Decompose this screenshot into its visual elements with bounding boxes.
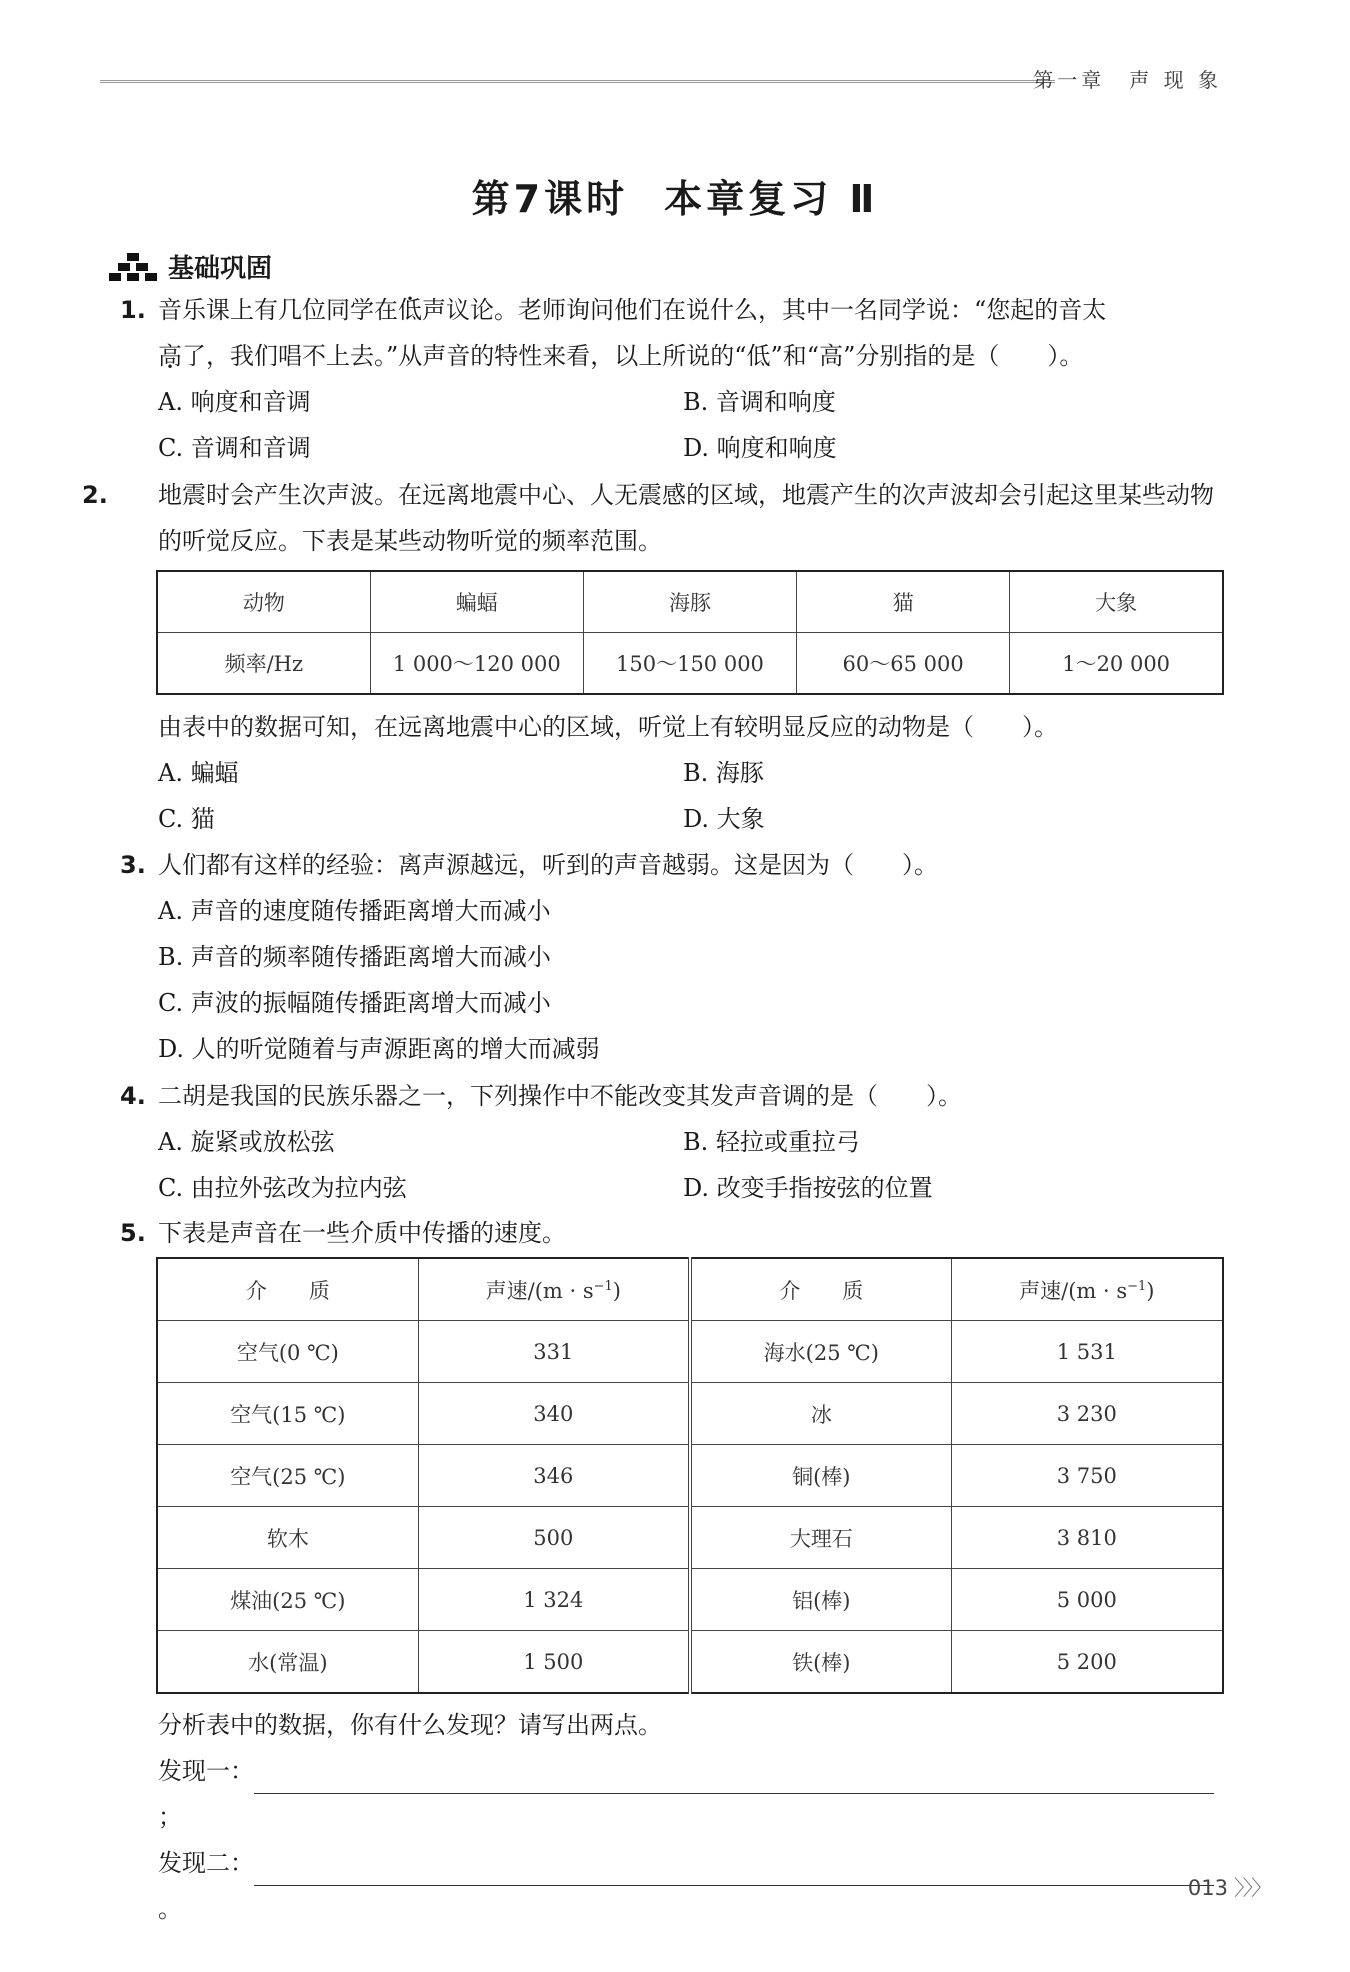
table-cell: 铁(棒) (690, 1631, 951, 1694)
table-cell: 340 (418, 1383, 690, 1445)
finding-1-end: ； (158, 1803, 182, 1831)
table-cell: 5 200 (951, 1631, 1223, 1694)
table-cell: 3 230 (951, 1383, 1223, 1445)
answer-blank-2[interactable] (254, 1855, 1214, 1886)
option-a[interactable]: A. 响度和音调 (158, 388, 311, 416)
table-cell: 1 500 (418, 1631, 690, 1694)
option-d[interactable]: D. 改变手指按弦的位置 (683, 1174, 933, 1202)
question-text: 地震时会产生次声波。在远离地震中心、人无震感的区域，地震产生的次声波却会引起这里某些动物的听觉反应。下表是某些动物听觉的频率范围。 (158, 481, 1214, 555)
finding-1-label: 发现一： (158, 1757, 254, 1785)
page-title (0, 168, 1350, 223)
table-cell: 1 324 (418, 1569, 690, 1631)
question-number: 2. (82, 481, 108, 509)
table-cell: 海水(25 ℃) (690, 1321, 951, 1383)
hearing-range-table (156, 570, 1224, 695)
question-text: 人们都有这样的经验：离声源越远，听到的声音越弱。这是因为（ ）。 (158, 851, 938, 879)
table-cell: 346 (418, 1445, 690, 1507)
table-row (157, 571, 1223, 633)
table-row (157, 1507, 1223, 1569)
question-text: 由表中的数据可知，在远离地震中心的区域，听觉上有较明显反应的动物是（ ）。 (158, 713, 1058, 741)
table-cell: 1～20 000 (1010, 633, 1223, 695)
table-header-cell: 声速$/(m \cdot s^{-1})$ (418, 1258, 690, 1321)
finding-2 (158, 1840, 1228, 1932)
question-text: 二胡是我国的民族乐器之一，下列操作中不能改变其发声音调的是（ ）。 (158, 1082, 962, 1110)
table-header-cell: 大象 (1010, 571, 1223, 633)
table-header-cell: 动物 (157, 571, 370, 633)
option-c[interactable]: C. 由拉外弦改为拉内弦 (158, 1174, 407, 1202)
option-c[interactable]: C. 声波的振幅随传播距离增大而减小 (158, 989, 551, 1017)
table-cell: 铝(棒) (690, 1569, 951, 1631)
table-cell: 软木 (157, 1507, 418, 1569)
table-cell: 空气(15 ℃) (157, 1383, 418, 1445)
arrows-icon: 〉〉〉 (1234, 1876, 1270, 1900)
question-1 (120, 287, 1230, 379)
section-heading (108, 248, 272, 285)
table-cell: 1 531 (951, 1321, 1223, 1383)
table-header-cell: 猫 (797, 571, 1010, 633)
table-cell: 1 000～120 000 (370, 633, 583, 695)
question-2-followup (158, 704, 1228, 750)
table-row (157, 1569, 1223, 1631)
title-topic: 本章复习 Ⅱ (664, 177, 879, 221)
question-2 (82, 472, 1230, 564)
blocks-icon (108, 252, 158, 282)
header-rule (100, 80, 1055, 83)
option-d[interactable]: D. 大象 (683, 805, 765, 833)
option-d[interactable]: D. 人的听觉随着与声源距离的增大而减弱 (158, 1035, 600, 1063)
table-cell: 60～65 000 (797, 633, 1010, 695)
title-lesson: 第7课时 (471, 177, 629, 221)
option-c[interactable]: C. 猫 (158, 805, 215, 833)
question-text: 分析表中的数据，你有什么发现？请写出两点。 (158, 1711, 662, 1739)
question-text: 声议论。老师询问他们在说什么，其中一名同学说：“您起的音太 (422, 296, 1107, 324)
question-number: 4. (120, 1082, 146, 1110)
options-q1 (158, 379, 1228, 471)
table-cell: 水(常温) (157, 1631, 418, 1694)
table-row (157, 1321, 1223, 1383)
table-row (157, 1383, 1223, 1445)
question-number: 3. (120, 851, 146, 879)
finding-2-label: 发现二： (158, 1849, 254, 1877)
table-row (157, 1631, 1223, 1694)
table-cell: 5 000 (951, 1569, 1223, 1631)
question-text: 音乐课上有几位同学在 (158, 296, 398, 324)
table-cell: 大理石 (690, 1507, 951, 1569)
option-d[interactable]: D. 响度和响度 (683, 434, 837, 462)
options-q2 (158, 750, 1228, 842)
table-cell: 3 810 (951, 1507, 1223, 1569)
question-text: 下表是声音在一些介质中传播的速度。 (158, 1219, 566, 1247)
table-header-cell: 声速$/(m \cdot s^{-1})$ (951, 1258, 1223, 1321)
option-c[interactable]: C. 音调和音调 (158, 434, 311, 462)
table-row (157, 633, 1223, 695)
table-header-cell: 海豚 (583, 571, 796, 633)
option-b[interactable]: B. 音调和响度 (683, 388, 836, 416)
question-4 (120, 1073, 1230, 1119)
question-5-followup (158, 1702, 1228, 1932)
table-cell: 331 (418, 1321, 690, 1383)
emphasis-char: 低 (398, 296, 422, 324)
finding-2-end: 。 (158, 1895, 182, 1923)
table-header-cell: 蝙蝠 (370, 571, 583, 633)
table-header-cell: 介 质 (157, 1258, 418, 1321)
table-cell: 500 (418, 1507, 690, 1569)
question-number: 5. (120, 1219, 146, 1247)
option-b[interactable]: B. 轻拉或重拉弓 (683, 1128, 860, 1156)
question-5 (120, 1210, 1230, 1256)
table-cell: 频率/Hz (157, 633, 370, 695)
option-a[interactable]: A. 声音的速度随传播距离增大而减小 (158, 897, 551, 925)
page-footer (1188, 1872, 1270, 1902)
table-cell: 150～150 000 (583, 633, 796, 695)
table-cell: 冰 (690, 1383, 951, 1445)
table-cell: 煤油(25 ℃) (157, 1569, 418, 1631)
option-a[interactable]: A. 蝙蝠 (158, 759, 239, 787)
emphasis-char: 高 (158, 342, 182, 370)
finding-1 (158, 1748, 1228, 1840)
section-label: 基础巩固 (168, 254, 273, 284)
table-row (157, 1445, 1223, 1507)
table-cell: 空气(25 ℃) (157, 1445, 418, 1507)
table-header-cell: 介 质 (690, 1258, 951, 1321)
table-row (157, 1258, 1223, 1321)
chapter-header: 第一章 声 现 象 (1033, 68, 1222, 92)
page-number: 013 (1187, 1876, 1228, 1900)
question-number: 1. (120, 296, 146, 324)
question-3 (120, 842, 1230, 888)
option-b[interactable]: B. 海豚 (683, 759, 764, 787)
sound-speed-table (156, 1257, 1224, 1694)
table-cell: 3 750 (951, 1445, 1223, 1507)
answer-blank-1[interactable] (254, 1763, 1214, 1794)
table-cell: 空气(0 ℃) (157, 1321, 418, 1383)
option-a[interactable]: A. 旋紧或放松弦 (158, 1128, 335, 1156)
options-q3 (158, 888, 1228, 1072)
question-text: 了，我们唱不上去。”从声音的特性来看，以上所说的“低”和“高”分别指的是（ ）。 (182, 342, 1084, 370)
options-q4 (158, 1119, 1228, 1211)
table-cell: 铜(棒) (690, 1445, 951, 1507)
option-b[interactable]: B. 声音的频率随传播距离增大而减小 (158, 943, 551, 971)
